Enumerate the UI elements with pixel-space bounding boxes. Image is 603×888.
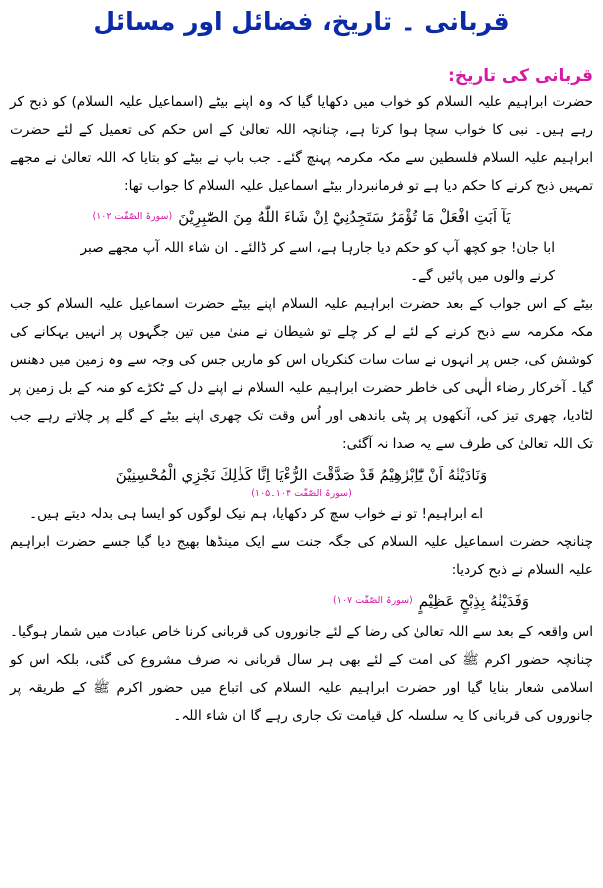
paragraph-3: چنانچہ حضرت اسماعیل علیہ السلام کی جگہ جنت سے ایک مینڈھا بھیج دیا گیا جسے حضرت ابراہیم علیہ السلام نے ذبح کردیا: [10,534,593,578]
quran-verse-1 [10,202,593,232]
section-heading: قربانی کی تاریخ: [448,66,593,86]
page-title: قربانی ۔ تاریخ، فضائل اور مسائل [93,7,510,36]
verse-3-text: وَفَدَيْنٰهُ بِذِبْحٍ عَظِيْمٍ [418,592,529,610]
quran-verse-2 [10,460,593,490]
paragraph-4: اس واقعہ کے بعد سے اللہ تعالیٰ کی رضا کے لئے جانوروں کی قربانی کرنا خاص عبادت میں شمار ہوگیا۔ چنانچہ حضور اکرم ﷺ کی امت کے لئے بھی ہر سال قربانی نہ صرف مشروع کی گئی، بلکہ اس کو اسلامی شعار بنایا گیا اور حضرت ابراہیم علیہ السلام کی اتباع میں حضور اکرم ﷺ کے طریقہ پر جانوروں کی قربانی کا یہ سلسلہ کل قیامت تک جاری رہے گا ان شاء اللہ۔ [10,624,593,724]
paragraph-2: بیٹے کے اس جواب کے بعد حضرت ابراہیم علیہ السلام اپنے بیٹے حضرت اسماعیل علیہ السلام کو جب مکہ مکرمہ سے ذبح کرنے کے لئے لے کر چلے تو شیطان نے منیٰ میں تین جگہوں پر انہیں بہکانے کی کوشش کی، جس پر انہوں نے سات سات کنکریاں اس کو ماریں جس کی وجہ سے وہ زمین میں دھنس گیا۔ آخرکار رضاء الٰہی کی خاطر حضرت ابراہیم علیہ السلام نے اپنے دل کے ٹکڑے کو منہ کے بل زمین پر لٹادیا، چھری تیز کی، آنکھوں پر پٹی باندھی اور اُس وقت تک چھری اپنے بیٹے کے گلے پر چلاتے رہے جب تک اللہ تعالیٰ کی طرف سے یہ صدا نہ آگئی: [10,296,593,452]
verse-1-reference: (سورۃ الصّٰفّٰت ۱۰۲) [92,211,173,222]
translation-2: اے ابراہیم! تو نے خواب سچ کر دکھایا، ہم نیک لوگوں کو ایسا ہی بدلہ دیتے ہیں۔ [29,506,483,522]
translation-1-line-2: کرنے والوں میں پائیں گے۔ [410,268,555,284]
verse-3-reference: (سورۃ الصّٰفّٰت ۱۰۷) [333,595,413,606]
quran-verse-3 [10,586,593,616]
verse-2-reference: (سورۃ الصّٰفّٰت ۱۰۴۔۱۰۵) [251,488,352,499]
verse-2-text: وَنَادَيْنٰهُ اَنْ يّٰٓاِبْرٰهِيْمُ قَدْ صَدَّقْتَ الرُّءْيَا اِنَّا كَذٰلِكَ نَجْزِي الْمُحْسِنِيْنَ [115,466,488,484]
paragraph-1: حضرت ابراہیم علیہ السلام کو خواب میں دکھایا گیا کہ وہ اپنے بیٹے (اسماعیل علیہ السلام) کو ذبح کر رہے ہیں۔ نبی کا خواب سچا ہوا کرتا ہے، چنانچہ اللہ تعالیٰ کے اس حکم کی تعمیل کے لئے حضرت ابراہیم علیہ السلام فلسطین سے مکہ مکرمہ پہنچ گئے۔ جب باپ نے بیٹے کو بتایا کہ اللہ تعالیٰ نے مجھے تمہیں ذبح کرنے کا حکم دیا ہے تو فرمانبردار بیٹے اسماعیل علیہ السلام کا جواب تھا: [10,94,593,194]
verse-1-text: يَآ اَبَتِ افْعَلْ مَا تُؤْمَرُ سَتَجِدُنِيْٓ اِنْ شَاءَ اللّٰهُ مِنَ الصّٰبِرِيْنَ [178,208,511,226]
translation-1-line-1: ابا جان! جو کچھ آپ کو حکم دیا جارہا ہے، اسے کر ڈالئے۔ ان شاء اللہ آپ مجھے صبر [80,240,555,256]
